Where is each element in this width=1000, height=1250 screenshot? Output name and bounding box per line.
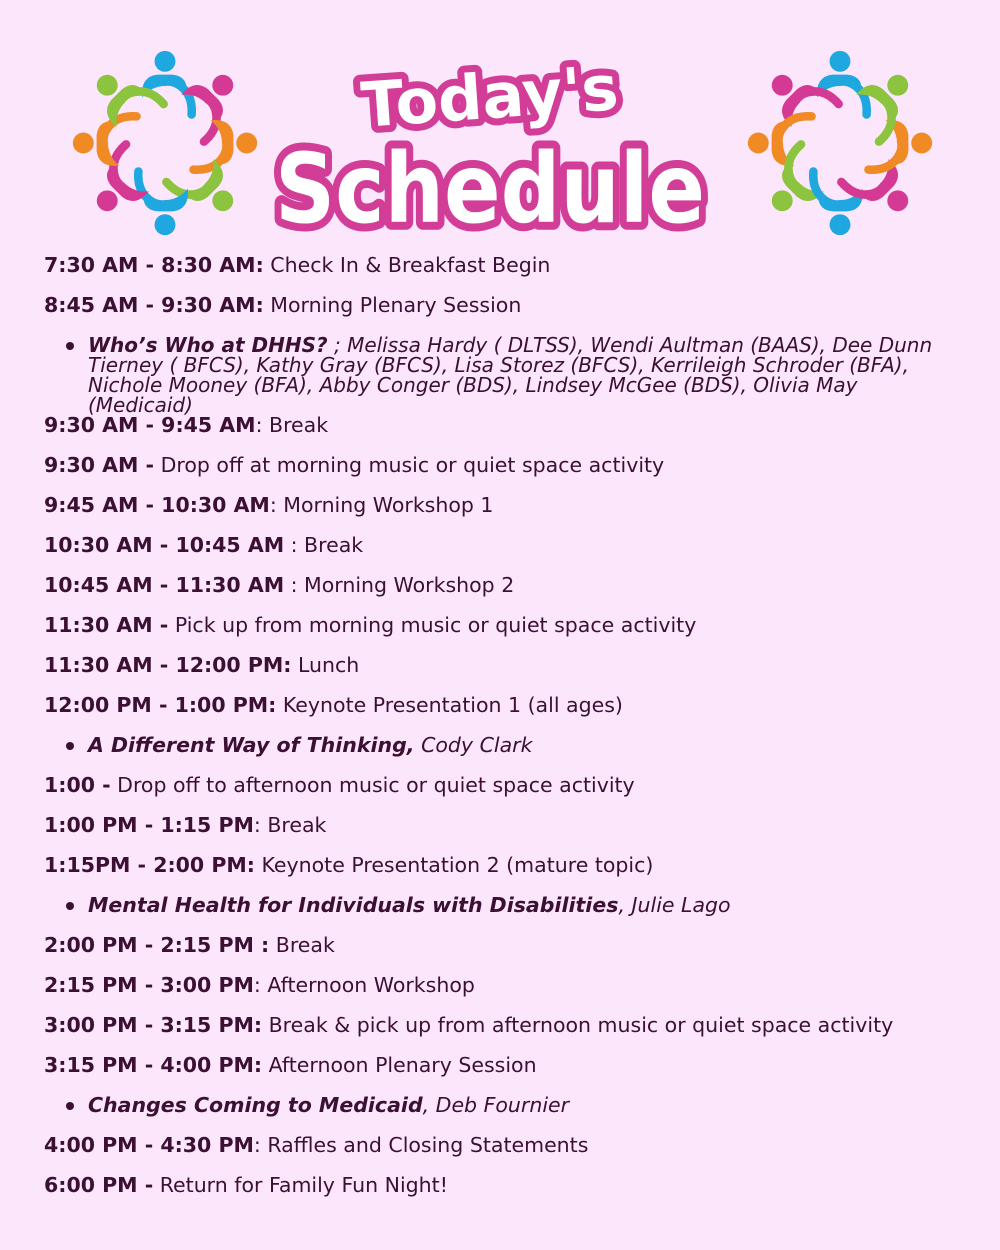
person-figure-icon (169, 62, 249, 142)
session-title: Changes Coming to Medicaid (88, 1093, 423, 1117)
schedule-time: 2:00 PM - 2:15 PM : (44, 933, 270, 957)
schedule-row (44, 531, 984, 571)
session-speakers: , Deb Fournier (422, 1093, 570, 1117)
schedule-row (44, 291, 984, 331)
schedule-row (44, 1171, 984, 1211)
schedule-time: 10:45 AM - 11:30 AM (44, 573, 285, 597)
schedule-row (44, 851, 984, 891)
schedule-time: 3:15 PM - 4:00 PM: (44, 1053, 263, 1077)
title-line-2: Schedule (275, 133, 705, 245)
schedule-description: Afternoon Plenary Session (262, 1053, 537, 1077)
session-title: Mental Health for Individuals with Disabilities (88, 893, 619, 917)
person-figure-icon (84, 59, 164, 139)
session-bullet (44, 1091, 984, 1131)
session-title: Who’s Who at DHHS? (88, 333, 328, 357)
schedule-description: Keynote Presentation 1 (all ages) (276, 693, 623, 717)
schedule-description: Drop off at morning music or quiet space activity (154, 453, 665, 477)
schedule-time: 9:30 AM - 9:45 AM (44, 413, 256, 437)
schedule-description: : Morning Workshop 1 (269, 493, 494, 517)
bullet-dot-icon (66, 902, 74, 910)
schedule-row (44, 771, 984, 811)
schedule-description: Lunch (291, 653, 360, 677)
session-bullet (44, 331, 984, 417)
schedule-description: Break & pick up from afternoon music or quiet space activity (262, 1013, 894, 1037)
people-circle-icon (745, 48, 935, 238)
person-figure-icon (81, 144, 161, 224)
person-figure-icon (759, 59, 839, 139)
schedule-description: Check In & Breakfast Begin (263, 253, 551, 277)
schedule-row (44, 251, 984, 291)
schedule-description: : Break (284, 533, 364, 557)
schedule-time: 6:00 PM - (44, 1173, 154, 1197)
schedule-time: 1:00 - (44, 773, 111, 797)
schedule-description: Return for Family Fun Night! (153, 1173, 448, 1197)
schedule-time: 7:30 AM - 8:30 AM: (44, 253, 264, 277)
schedule-row (44, 1011, 984, 1051)
schedule-time: 4:00 PM - 4:30 PM (44, 1133, 254, 1157)
schedule-time: 9:45 AM - 10:30 AM (44, 493, 270, 517)
schedule-description: : Raffles and Closing Statements (253, 1133, 589, 1157)
schedule-time: 11:30 AM - (44, 613, 169, 637)
schedule-time: 2:15 PM - 3:00 PM (44, 973, 254, 997)
schedule-row (44, 411, 984, 451)
bullet-dot-icon (66, 1102, 74, 1110)
schedule-row (44, 651, 984, 691)
bullet-dot-icon (66, 742, 74, 750)
header (0, 40, 1000, 245)
schedule-time: 10:30 AM - 10:45 AM (44, 533, 285, 557)
schedule-description: : Break (253, 813, 327, 837)
person-figure-icon (756, 144, 836, 224)
schedule-description: : Afternoon Workshop (253, 973, 475, 997)
schedule-row (44, 971, 984, 1011)
schedule-row (44, 691, 984, 731)
schedule-row (44, 491, 984, 531)
schedule-row (44, 931, 984, 971)
schedule-description: Morning Plenary Session (263, 293, 522, 317)
schedule-time: 9:30 AM - (44, 453, 155, 477)
people-circle-icon (70, 48, 260, 238)
schedule-description: Keynote Presentation 2 (mature topic) (254, 853, 654, 877)
person-figure-icon (841, 147, 921, 227)
person-figure-icon (166, 147, 246, 227)
schedule-time: 11:30 AM - 12:00 PM: (44, 653, 292, 677)
schedule-row (44, 451, 984, 491)
schedule-description: Pick up from morning music or quiet space activity (168, 613, 697, 637)
schedule-description: : Morning Workshop 2 (284, 573, 515, 597)
schedule-row (44, 611, 984, 651)
session-bullet (44, 891, 984, 931)
bullet-dot-icon (66, 342, 74, 350)
session-speakers: Cody Clark (414, 733, 533, 757)
schedule-time: 1:15PM - 2:00 PM: (44, 853, 255, 877)
schedule-description: Break (269, 933, 335, 957)
schedule-time: 8:45 AM - 9:30 AM: (44, 293, 264, 317)
schedule-description: : Break (255, 413, 329, 437)
schedule-time: 3:00 PM - 3:15 PM: (44, 1013, 263, 1037)
schedule-time: 12:00 PM - 1:00 PM: (44, 693, 277, 717)
schedule-time: 1:00 PM - 1:15 PM (44, 813, 254, 837)
schedule-description: Drop off to afternoon music or quiet space activity (110, 773, 635, 797)
session-speakers: , Julie Lago (618, 893, 731, 917)
schedule-row (44, 1051, 984, 1091)
schedule-row (44, 811, 984, 851)
session-speakers: ; Melissa Hardy ( DLTSS), Wendi Aultman (BAAS), Dee Dunn Tierney ( BFCS), Kathy Gray (BFCS), Lisa Storez (BFCS), Kerrileigh Schroder (BFA), Nichole Mooney (BFA), Abby Conger (BDS), Lindsey McGee (BDS), Olivia May (Medicaid) (88, 333, 933, 417)
title-line-1: Today's (358, 51, 621, 142)
schedule-row (44, 571, 984, 611)
page-title (255, 40, 725, 245)
session-title: A Different Way of Thinking, (88, 733, 415, 757)
person-figure-icon (844, 62, 924, 142)
schedule-row (44, 1131, 984, 1171)
session-bullet (44, 731, 984, 771)
schedule-list (44, 251, 984, 1211)
